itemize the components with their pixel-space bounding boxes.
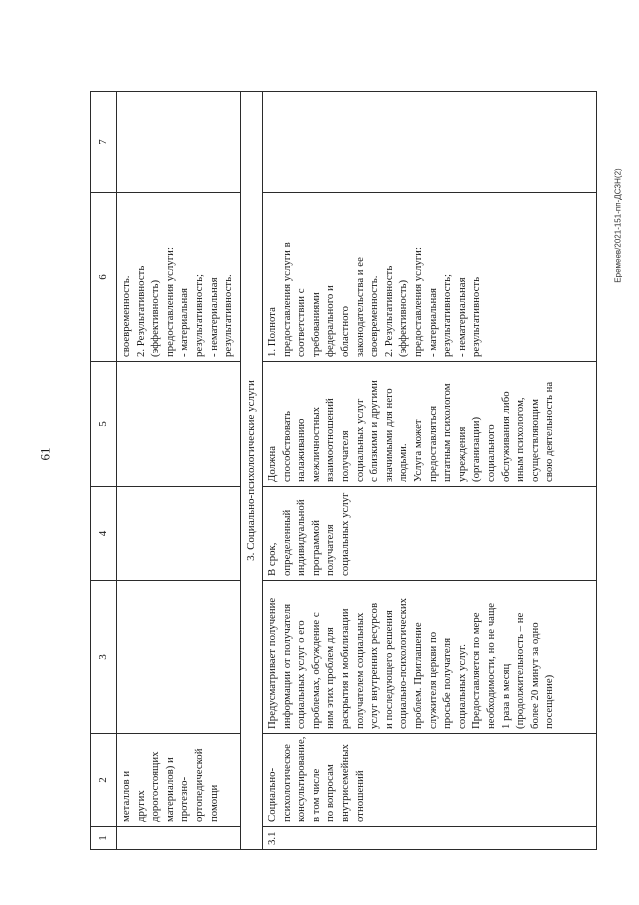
header-col-3: 3 [91, 581, 117, 734]
header-col-7: 7 [91, 92, 117, 193]
row-31-number: 3.1 [263, 827, 597, 850]
row-31-description: Предусматривает получение информации от получателя социальных услуг о его проблемах, обсуждение с ним этих проблем для раскрытия и мобилизации получателем социальных услуг внутренних ресурсов и последующего решения социально-психологических проблем. Приглашение служителя церкви по просьбе получателя социальных услуг. Предоставляется по мере необходимости, но не чаще 1 раза в месяц (продолжительность – не более 20 минут за одно посещение) [263, 581, 597, 734]
header-col-4: 4 [91, 487, 117, 581]
row-top-col4 [117, 487, 241, 581]
table-row [263, 92, 597, 850]
row-31-col7 [263, 92, 597, 193]
page-number: 61 [37, 447, 52, 461]
services-table [90, 91, 597, 850]
section-title: 3. Социально-психологические услуги [241, 92, 263, 850]
row-31-conditions: Должна способствовать налаживанию межличностных взаимоотношений получателя социальных услуг с близкими и другими значимыми для него людьми. Услуга может предоставляться штатным психологом учреждения (организации) социального обслуживания либо иным психологом, осуществляющим свою деятельность на [263, 362, 597, 487]
row-top-indicators: своевременность. 2. Результативность (эффективность) предоставления услуги: - материальная результативность; - нематериальная результативность. [117, 193, 241, 362]
row-top-col3 [117, 581, 241, 734]
section-row [241, 92, 263, 850]
document-registration-note: Еремеев/2021-151-пп-ДСЗН(2) [613, 167, 623, 283]
row-31-timing: В срок, определенный индивидуальной программой получателя социальных услуг [263, 487, 597, 581]
header-col-6: 6 [91, 193, 117, 362]
header-col-1: 1 [91, 827, 117, 850]
row-top-col1 [117, 827, 241, 850]
table-row [117, 92, 241, 850]
header-col-2: 2 [91, 734, 117, 827]
header-row [91, 92, 117, 850]
header-col-5: 5 [91, 362, 117, 487]
row-top-col7 [117, 92, 241, 193]
rotated-table-container [90, 92, 597, 850]
row-31-indicators: 1. Полнота предоставления услуги в соответствии с требованиями федерального и областного законодательства и ее своевременность. 2. Результативность (эффективность) предоставления услуги: - материальная результативность; - нематериальная результативность [263, 193, 597, 362]
row-31-service-name: Социально- психологическое консультирование, в том числе по вопросам внутрисемейных отношений [263, 734, 597, 827]
row-top-col5 [117, 362, 241, 487]
row-top-service-name: металлов и других дорогостоящих материалов) и протезно- ортопедической помощи [117, 734, 241, 827]
